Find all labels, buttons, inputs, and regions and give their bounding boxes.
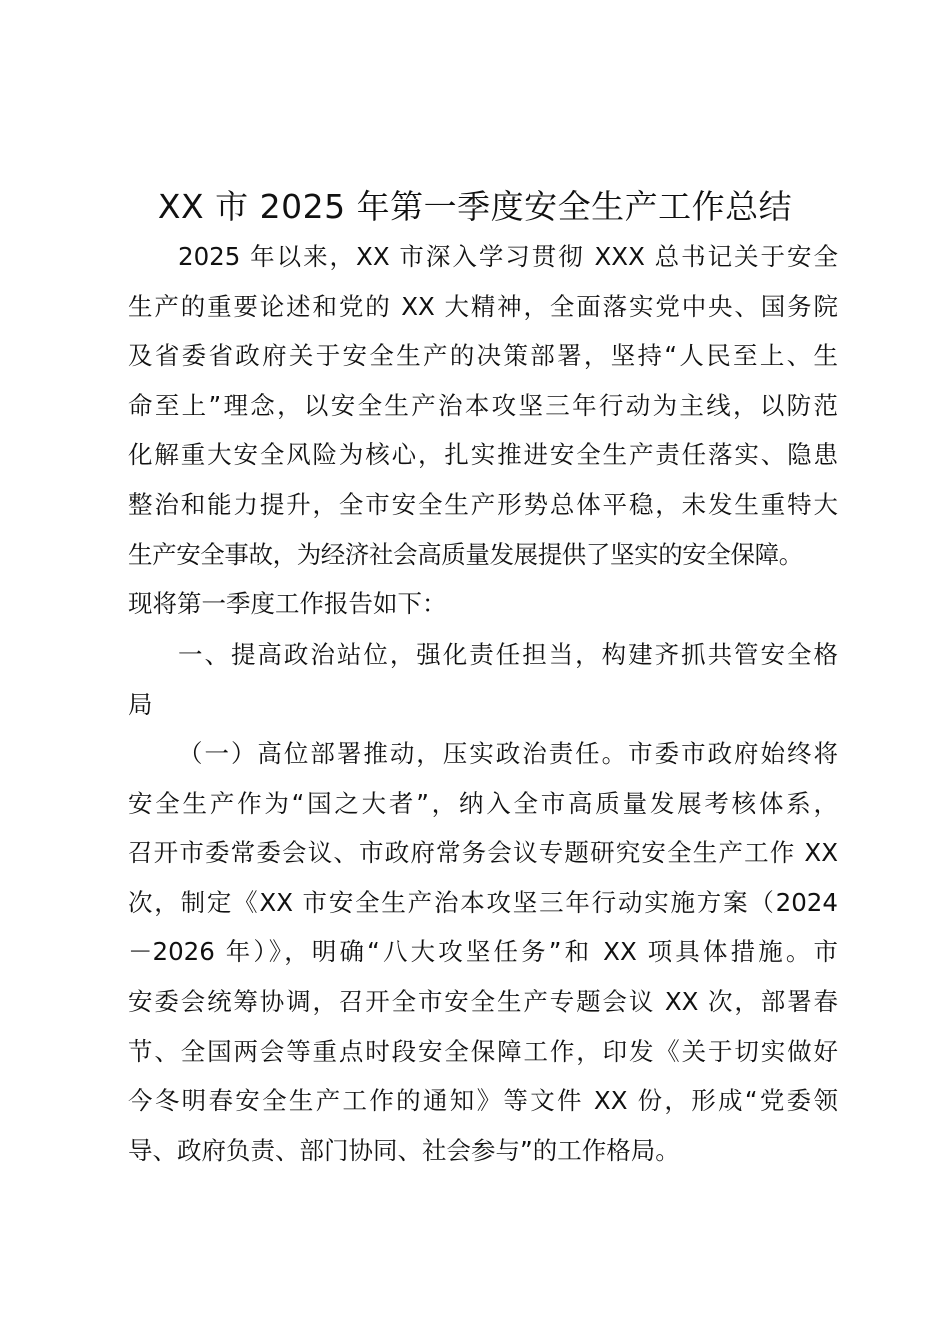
text-line: －2026 年）》，明确“八大攻坚任务”和 XX 项具体措施。市 (128, 937, 838, 967)
text-line: 生产的重要论述和党的 XX 大精神，全面落实党中央、国务院 (128, 291, 838, 321)
text-line: 今冬明春安全生产工作的通知》等文件 XX 份，形成“党委领 (128, 1086, 838, 1116)
text-line: 命至上”理念，以安全生产治本攻坚三年行动为主线，以防范 (128, 390, 838, 420)
text-line: 及省委省政府关于安全生产的决策部署，坚持“人民至上、生 (128, 341, 838, 371)
section-heading-1 (128, 630, 838, 729)
text-line: 安全生产作为“国之大者”，纳入全市高质量发展考核体系， (128, 788, 838, 818)
text-line: 整治和能力提升，全市安全生产形势总体平稳，未发生重特大 (128, 489, 838, 519)
text-line: 节、全国两会等重点时段安全保障工作，印发《关于切实做好 (128, 1036, 838, 1066)
text-line: 次，制定《XX 市安全生产治本攻坚三年行动实施方案（2024 (128, 887, 838, 917)
subsection-paragraph-1 (128, 729, 838, 1175)
text-line: 召开市委常委会议、市政府常务会议专题研究安全生产工作 XX (128, 838, 838, 868)
document-title: XX 市 2025 年第一季度安全生产工作总结 (157, 187, 793, 226)
intro-paragraph (128, 232, 838, 629)
text-line: 生产安全事故，为经济社会高质量发展提供了坚实的安全保障。 (128, 539, 803, 569)
text-line: 化解重大安全风险为核心，扎实推进安全生产责任落实、隐患 (128, 440, 838, 470)
section-heading-line: 局 (128, 689, 153, 719)
text-line: 2025 年以来，XX 市深入学习贯彻 XXX 总书记关于安全 (178, 242, 838, 271)
text-line: 安委会统筹协调，召开全市安全生产专题会议 XX 次，部署春 (128, 986, 838, 1016)
text-line: （一）高位部署推动，压实政治责任。市委市政府始终将 (178, 739, 838, 768)
text-line: 导、政府负责、部门协同、社会参与”的工作格局。 (128, 1135, 680, 1165)
section-heading-line: 一、提高政治站位，强化责任担当，构建齐抓共管安全格 (178, 640, 838, 669)
text-line: 现将第一季度工作报告如下： (128, 589, 447, 619)
